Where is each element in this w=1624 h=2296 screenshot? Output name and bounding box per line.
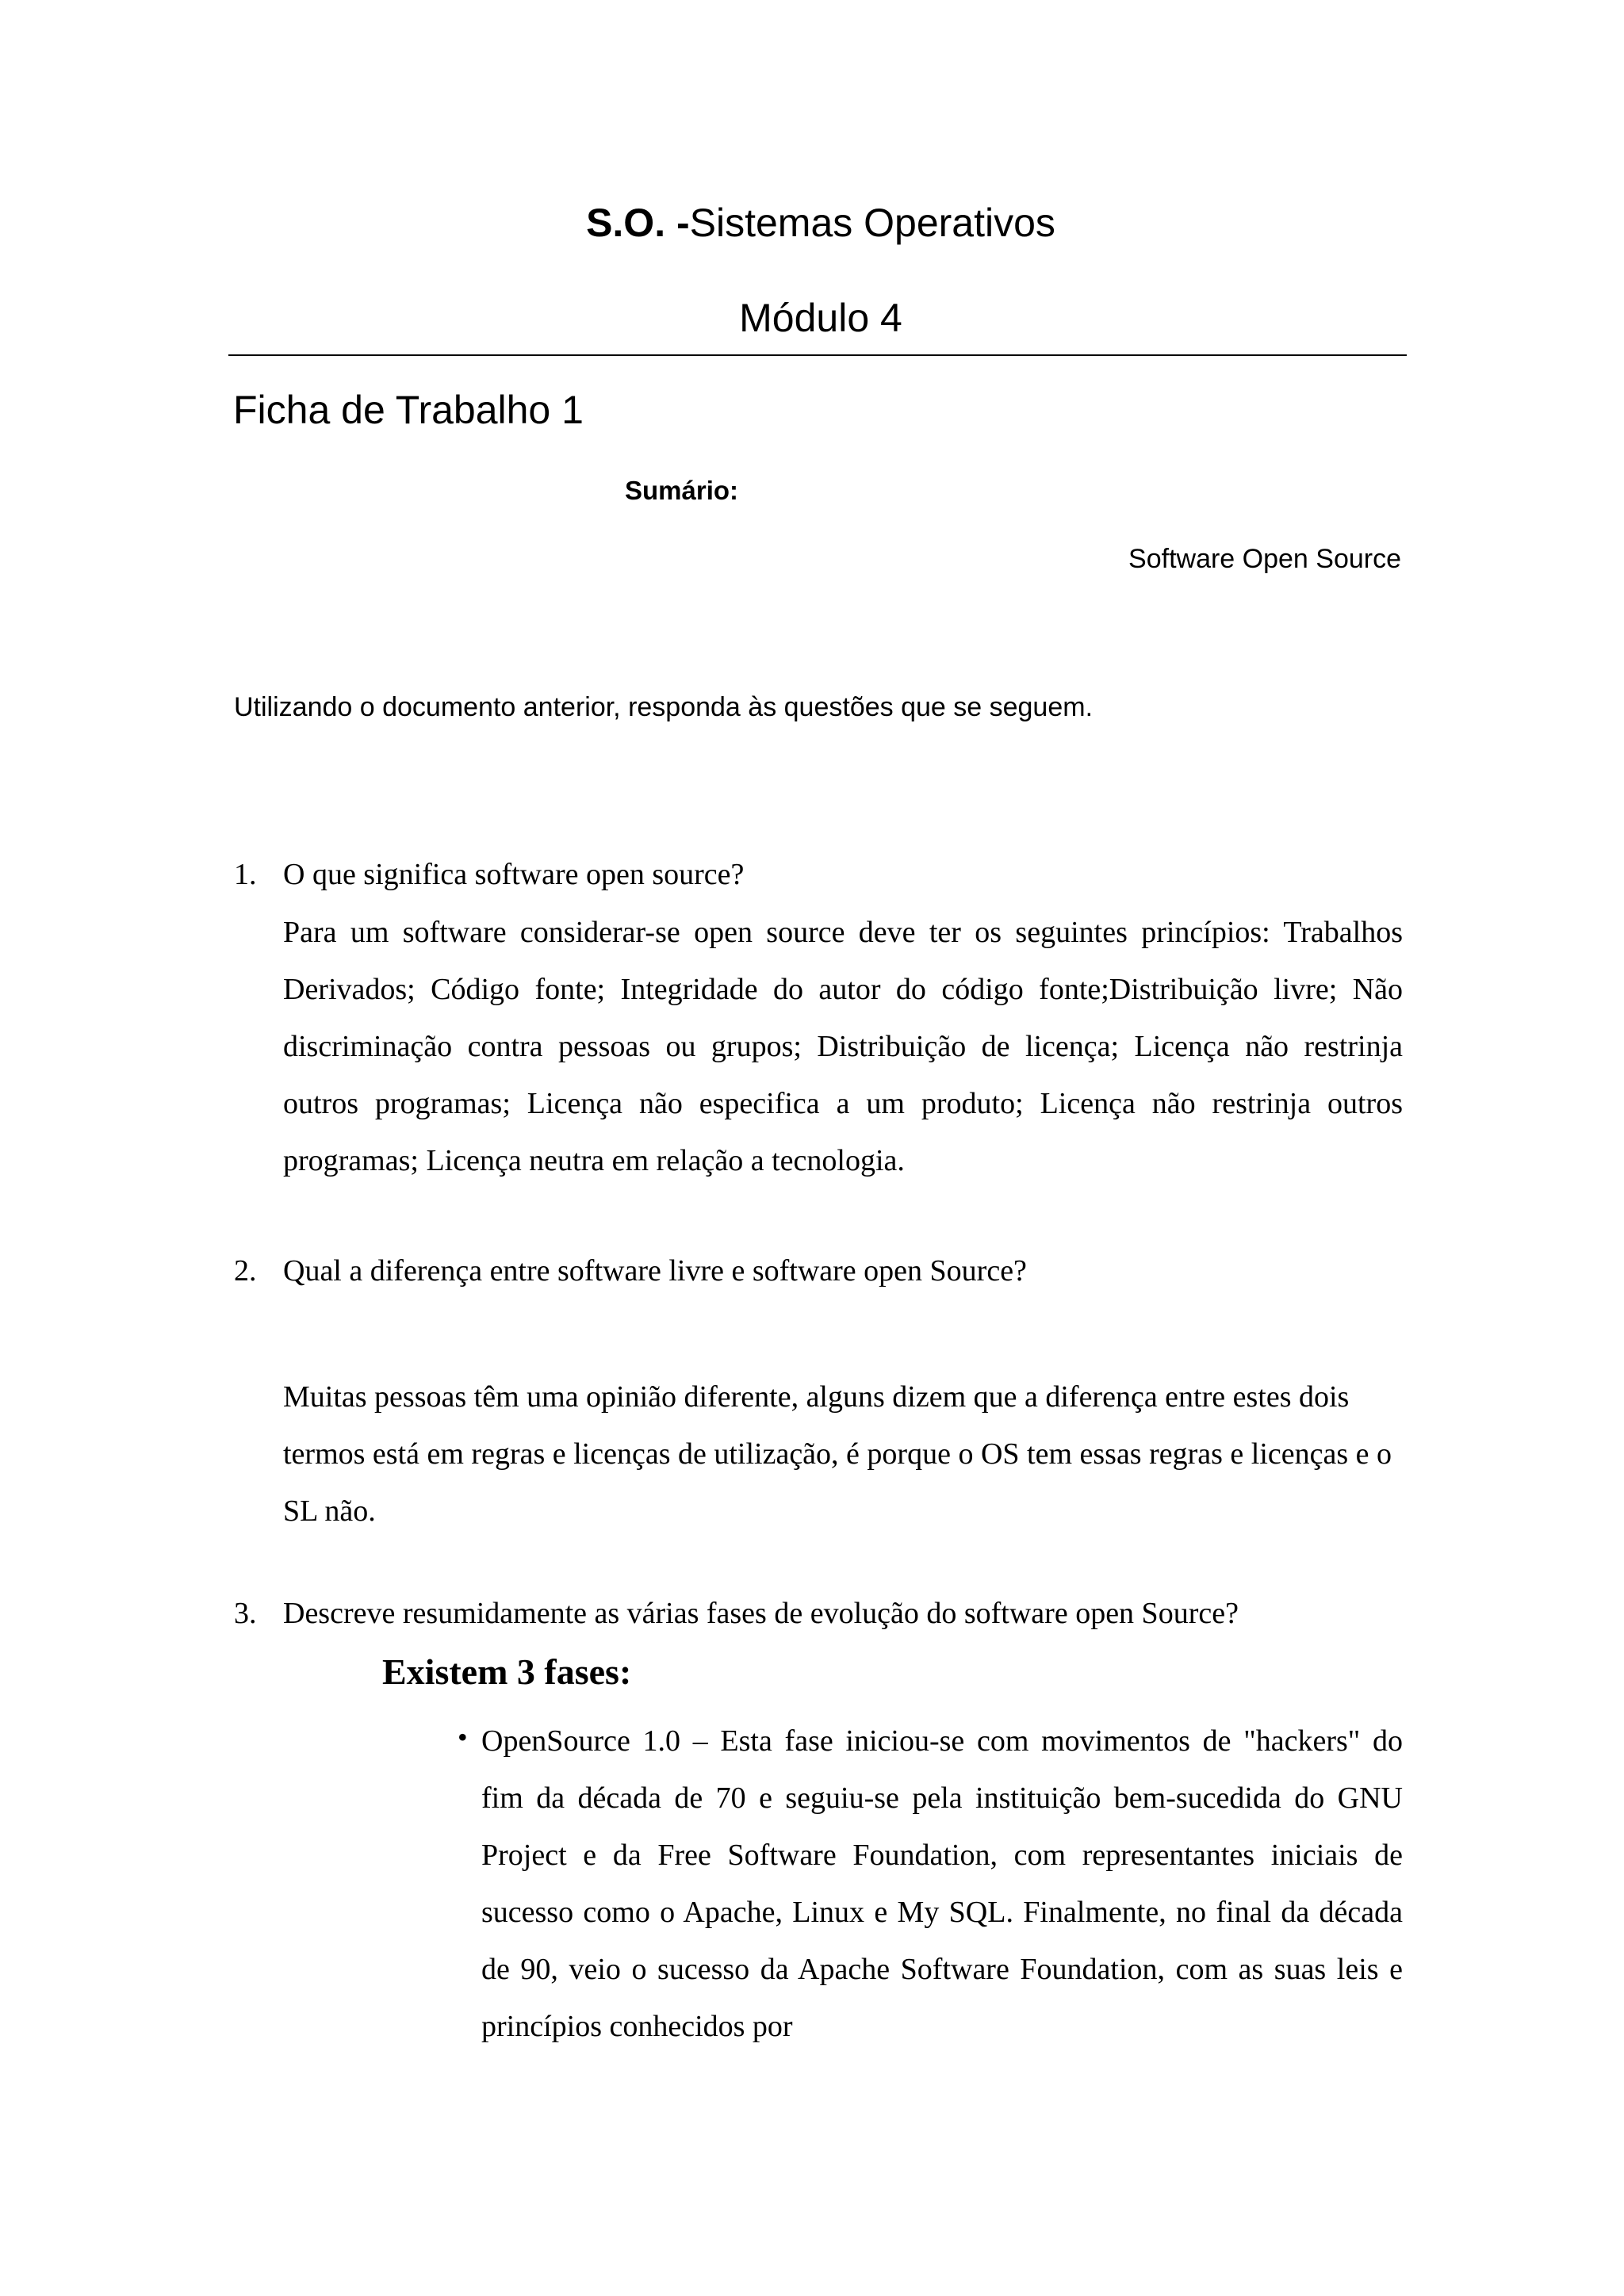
question-1-text: O que significa software open source? <box>283 858 745 891</box>
phase-1-bullet-text: OpenSource 1.0 – Esta fase iniciou-se com movimentos de "hackers" do fim da década de 70 e seguiu-se pela instituição bem-sucedida do GNU Project e da Free Software Foundation, com representantes iniciais de sucesso como o Apache, Linux e My SQL. Finalmente, no final da década de 90, veio o sucesso da Apache Software Foundation, com as suas leis e princípios conhecidos por <box>481 1724 1403 2043</box>
header-divider <box>228 354 1407 356</box>
summary-text: Software Open Source <box>1128 544 1401 574</box>
question-1-number: 1. <box>234 858 257 891</box>
question-3-number: 3. <box>234 1597 257 1630</box>
intro-instruction: Utilizando o documento anterior, responda às questões que se seguem. <box>234 692 1094 722</box>
answer-2-text: Muitas pessoas têm uma opinião diferente, alguns dizem que a diferença entre estes dois termos está em regras e licenças de utilização, é porque o OS tem essas regras e licenças e o SL não. <box>283 1380 1392 1528</box>
document-title-abbrev: S.O. - <box>586 201 690 245</box>
bullet-icon: • <box>458 1721 468 1753</box>
summary-label: Sumário: <box>625 476 739 505</box>
phases-heading: Existem 3 fases: <box>382 1651 632 1692</box>
document-title <box>0 200 1624 246</box>
worksheet-title: Ficha de Trabalho 1 <box>233 388 584 432</box>
module-label: Módulo 4 <box>739 296 902 340</box>
question-2-text: Qual a diferença entre software livre e software open Source? <box>283 1254 1027 1288</box>
document-title-text: Sistemas Operativos <box>689 201 1055 245</box>
answer-1-text: Para um software considerar-se open source deve ter os seguintes princípios: Trabalhos Derivados; Código fonte; Integridade do autor do código fonte;Distribuição livre; Não discriminação contra pessoas ou grupos; Distribuição de licença; Licença não restrinja outros programas; Licença não especifica a um produto; Licença não restrinja outros programas; Licença neutra em relação a tecnologia. <box>283 916 1403 1177</box>
question-2-number: 2. <box>234 1254 257 1288</box>
question-3-text: Descreve resumidamente as várias fases de evolução do software open Source? <box>283 1597 1239 1630</box>
